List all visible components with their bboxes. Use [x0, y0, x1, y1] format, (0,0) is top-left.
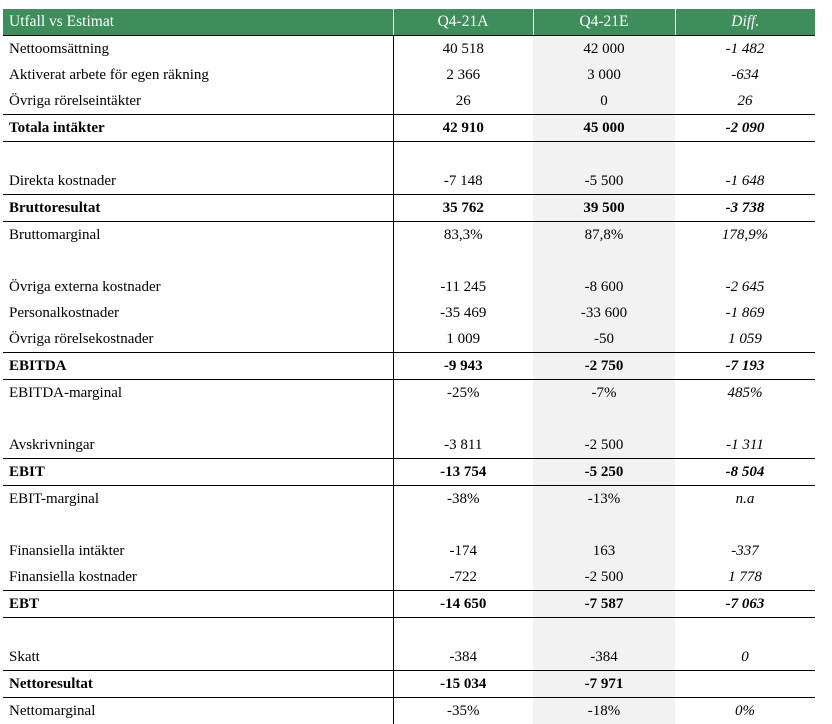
- row-label: EBT: [3, 591, 393, 618]
- diff-value: [675, 618, 815, 645]
- estimate-value: [533, 618, 675, 645]
- estimate-value: [533, 406, 675, 432]
- actual-value: -15 034: [393, 671, 533, 698]
- table-title: Utfall vs Estimat: [3, 9, 393, 36]
- table-row: [3, 168, 815, 195]
- row-label: [3, 248, 393, 274]
- estimate-value: 87,8%: [533, 222, 675, 249]
- column-header-diff: Diff.: [675, 9, 815, 36]
- row-label: Övriga externa kostnader: [3, 274, 393, 300]
- table-row-spacer: [3, 618, 815, 645]
- actual-value: -722: [393, 564, 533, 591]
- row-label: [3, 512, 393, 538]
- estimate-value: -2 750: [533, 353, 675, 380]
- estimate-value: -33 600: [533, 300, 675, 326]
- actual-value: [393, 142, 533, 169]
- actual-value: -384: [393, 644, 533, 671]
- row-label: Personalkostnader: [3, 300, 393, 326]
- row-label: [3, 618, 393, 645]
- row-label: Avskrivningar: [3, 432, 393, 459]
- actual-value: 26: [393, 88, 533, 115]
- diff-value: -1 869: [675, 300, 815, 326]
- estimate-value: 39 500: [533, 195, 675, 222]
- actual-value: -25%: [393, 380, 533, 407]
- diff-value: 0%: [675, 698, 815, 724]
- diff-value: 26: [675, 88, 815, 115]
- table-row-total: [3, 591, 815, 618]
- row-label: [3, 406, 393, 432]
- row-label: Finansiella intäkter: [3, 538, 393, 564]
- table-row: [3, 432, 815, 459]
- estimate-value: -13%: [533, 486, 675, 513]
- row-label: Aktiverat arbete för egen räkning: [3, 62, 393, 88]
- row-label: Bruttoresultat: [3, 195, 393, 222]
- actual-value: 35 762: [393, 195, 533, 222]
- table-row-total: [3, 671, 815, 698]
- row-label: Nettoresultat: [3, 671, 393, 698]
- diff-value: -2 090: [675, 115, 815, 142]
- actual-value: [393, 406, 533, 432]
- table-row: [3, 538, 815, 564]
- row-label: Totala intäkter: [3, 115, 393, 142]
- actual-value: 1 009: [393, 326, 533, 353]
- estimate-value: -2 500: [533, 432, 675, 459]
- estimate-value: -5 250: [533, 459, 675, 486]
- table-row: [3, 564, 815, 591]
- estimate-value: 42 000: [533, 36, 675, 63]
- actual-value: [393, 618, 533, 645]
- table-row: [3, 698, 815, 724]
- outcome-vs-estimate-table: [3, 9, 815, 724]
- diff-value: -1 311: [675, 432, 815, 459]
- row-label: EBITDA: [3, 353, 393, 380]
- diff-value: n.a: [675, 486, 815, 513]
- diff-value: [675, 406, 815, 432]
- table-row: [3, 486, 815, 513]
- actual-value: -9 943: [393, 353, 533, 380]
- table-row: [3, 36, 815, 63]
- actual-value: -38%: [393, 486, 533, 513]
- actual-value: 83,3%: [393, 222, 533, 249]
- actual-value: -13 754: [393, 459, 533, 486]
- estimate-value: -50: [533, 326, 675, 353]
- table-row: [3, 326, 815, 353]
- column-header-actual: Q4-21A: [393, 9, 533, 36]
- diff-value: -634: [675, 62, 815, 88]
- actual-value: [393, 512, 533, 538]
- diff-value: 1 778: [675, 564, 815, 591]
- estimate-value: [533, 142, 675, 169]
- table-row: [3, 380, 815, 407]
- table-row-total: [3, 459, 815, 486]
- estimate-value: -8 600: [533, 274, 675, 300]
- diff-value: -1 648: [675, 168, 815, 195]
- table-row: [3, 300, 815, 326]
- diff-value: -2 645: [675, 274, 815, 300]
- estimate-value: -7 971: [533, 671, 675, 698]
- estimate-value: [533, 512, 675, 538]
- row-label: Övriga rörelsekostnader: [3, 326, 393, 353]
- diff-value: [675, 248, 815, 274]
- row-label: EBITDA-marginal: [3, 380, 393, 407]
- actual-value: -11 245: [393, 274, 533, 300]
- estimate-value: -5 500: [533, 168, 675, 195]
- diff-value: 485%: [675, 380, 815, 407]
- table-row-spacer: [3, 512, 815, 538]
- actual-value: -35%: [393, 698, 533, 724]
- table-row: [3, 88, 815, 115]
- estimate-value: -2 500: [533, 564, 675, 591]
- row-label: Bruttomarginal: [3, 222, 393, 249]
- estimate-value: -384: [533, 644, 675, 671]
- table-row-spacer: [3, 406, 815, 432]
- estimate-value: -18%: [533, 698, 675, 724]
- diff-value: -337: [675, 538, 815, 564]
- actual-value: -174: [393, 538, 533, 564]
- table-row: [3, 274, 815, 300]
- diff-value: 178,9%: [675, 222, 815, 249]
- actual-value: 40 518: [393, 36, 533, 63]
- diff-value: -1 482: [675, 36, 815, 63]
- diff-value: -7 063: [675, 591, 815, 618]
- table-row: [3, 62, 815, 88]
- table-row-total: [3, 195, 815, 222]
- diff-value: 0: [675, 644, 815, 671]
- estimate-value: 3 000: [533, 62, 675, 88]
- estimate-value: 0: [533, 88, 675, 115]
- table-row-spacer: [3, 142, 815, 169]
- row-label: Skatt: [3, 644, 393, 671]
- row-label: Övriga rörelseintäkter: [3, 88, 393, 115]
- diff-value: -7 193: [675, 353, 815, 380]
- row-label: Nettoomsättning: [3, 36, 393, 63]
- row-label: Nettomarginal: [3, 698, 393, 724]
- row-label: Direkta kostnader: [3, 168, 393, 195]
- column-header-estimate: Q4-21E: [533, 9, 675, 36]
- row-label: EBIT: [3, 459, 393, 486]
- diff-value: [675, 512, 815, 538]
- actual-value: 42 910: [393, 115, 533, 142]
- table-row: [3, 644, 815, 671]
- actual-value: -14 650: [393, 591, 533, 618]
- estimate-value: 45 000: [533, 115, 675, 142]
- actual-value: -7 148: [393, 168, 533, 195]
- actual-value: -3 811: [393, 432, 533, 459]
- estimate-value: 163: [533, 538, 675, 564]
- actual-value: [393, 248, 533, 274]
- table-row-total: [3, 353, 815, 380]
- diff-value: [675, 671, 815, 698]
- actual-value: 2 366: [393, 62, 533, 88]
- row-label: EBIT-marginal: [3, 486, 393, 513]
- diff-value: -3 738: [675, 195, 815, 222]
- diff-value: -8 504: [675, 459, 815, 486]
- row-label: Finansiella kostnader: [3, 564, 393, 591]
- diff-value: [675, 142, 815, 169]
- diff-value: 1 059: [675, 326, 815, 353]
- table-header-row: [3, 9, 815, 36]
- table-row-spacer: [3, 248, 815, 274]
- table-row-total: [3, 115, 815, 142]
- estimate-value: -7%: [533, 380, 675, 407]
- estimate-value: [533, 248, 675, 274]
- actual-value: -35 469: [393, 300, 533, 326]
- estimate-value: -7 587: [533, 591, 675, 618]
- row-label: [3, 142, 393, 169]
- table-row: [3, 222, 815, 249]
